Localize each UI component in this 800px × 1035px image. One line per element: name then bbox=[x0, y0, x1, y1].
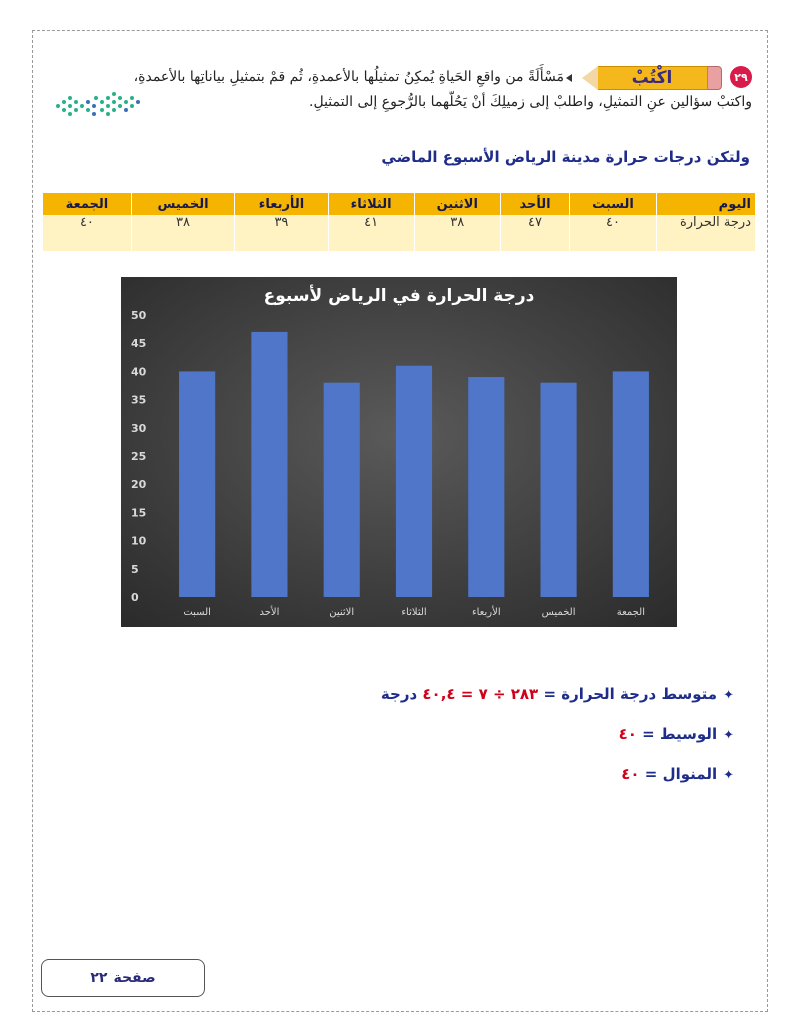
y-tick-label: 0 bbox=[131, 591, 139, 604]
chart-bar bbox=[541, 383, 577, 597]
table-header-day: الجمعة bbox=[43, 193, 132, 215]
table-cell-temp: ٤٠ bbox=[43, 215, 132, 251]
diamond-bullet-icon: ✦ bbox=[723, 768, 734, 783]
table-header-day: الاثنين bbox=[414, 193, 501, 215]
table-header-day: الأربعاء bbox=[235, 193, 329, 215]
mode-value: ٤٠ bbox=[621, 765, 640, 783]
mean-line bbox=[381, 684, 734, 724]
median-value: ٤٠ bbox=[618, 725, 637, 743]
write-pencil-icon bbox=[572, 64, 722, 90]
temperature-bar-chart bbox=[121, 277, 677, 627]
write-tag-label: اكْتُبْ bbox=[596, 66, 708, 90]
y-tick-label: 35 bbox=[131, 393, 147, 407]
data-subtitle: ولتكن درجات حرارة مدينة الرياض الأسبوع الماضي bbox=[381, 148, 750, 166]
table-cell-temp: ٣٩ bbox=[235, 215, 329, 251]
table-header-day-label: اليوم bbox=[657, 193, 756, 215]
question-text-line2: واكتبْ سؤالين عنِ التمثيلِ، واطلبْ إلى زميلِكَ أنْ يَحُلّهما بالرُّجوعِ إلى التمثيلِ. bbox=[309, 94, 752, 110]
y-tick-label: 30 bbox=[131, 421, 147, 435]
question-number-badge: ٢٩ bbox=[730, 66, 752, 88]
question-header bbox=[52, 64, 752, 90]
table-row bbox=[43, 215, 756, 251]
table-header-day: السبت bbox=[569, 193, 656, 215]
y-tick-label: 50 bbox=[131, 309, 147, 322]
x-tick-label: الثلاثاء bbox=[401, 607, 427, 618]
mode-label: المنوال = bbox=[639, 765, 718, 783]
median-line bbox=[381, 724, 734, 764]
chart-bar bbox=[324, 383, 360, 597]
x-tick-label: الخميس bbox=[541, 607, 576, 618]
y-tick-label: 20 bbox=[131, 478, 147, 492]
chart-bar bbox=[613, 371, 649, 597]
y-tick-label: 10 bbox=[131, 534, 147, 548]
y-tick-label: 25 bbox=[131, 450, 147, 463]
mode-line bbox=[381, 764, 734, 804]
mean-unit: درجة bbox=[380, 685, 423, 703]
diamond-bullet-icon: ✦ bbox=[723, 688, 734, 703]
page-number: ٢٢ bbox=[90, 970, 108, 986]
table-header-day: الخميس bbox=[131, 193, 234, 215]
page-number-label bbox=[41, 959, 205, 997]
table-cell-temp: ٤١ bbox=[328, 215, 414, 251]
table-row-label: درجة الحرارة bbox=[657, 215, 756, 251]
y-tick-label: 5 bbox=[131, 562, 139, 576]
chart-bar bbox=[251, 332, 287, 597]
chart-bar bbox=[179, 371, 215, 597]
table-header-row bbox=[43, 193, 756, 215]
y-tick-label: 40 bbox=[131, 365, 147, 379]
chart-bar bbox=[468, 377, 504, 597]
chart-bar bbox=[396, 366, 432, 597]
x-tick-label: الاثنين bbox=[329, 607, 355, 618]
diamond-bullet-icon: ✦ bbox=[723, 728, 734, 743]
table-cell-temp: ٣٨ bbox=[131, 215, 234, 251]
statistics-block bbox=[381, 684, 734, 804]
ministry-logo-icon bbox=[52, 86, 140, 118]
table-cell-temp: ٤٧ bbox=[501, 215, 570, 251]
table-cell-temp: ٤٠ bbox=[569, 215, 656, 251]
mean-label: متوسط درجة الحرارة = bbox=[538, 685, 718, 703]
page-word: صفحة bbox=[113, 970, 156, 986]
pencil-tip bbox=[582, 66, 598, 90]
x-tick-label: الأربعاء bbox=[471, 607, 501, 618]
y-tick-label: 15 bbox=[131, 506, 147, 520]
temperature-table bbox=[42, 193, 755, 251]
mean-value: ٢٨٣ ÷ ٧ = ٤٠,٤ bbox=[422, 685, 539, 703]
question-text-line1: مَسْأَلَةً من واقعِ الحَياةِ يُمكِنُ تمثيلُها بالأعمدةِ، ثُم قمْ بتمثيلِ بياناتِها بالأعمدةِ، bbox=[133, 69, 564, 85]
median-label: الوسيط = bbox=[636, 725, 718, 743]
table-header-day: الأحد bbox=[501, 193, 570, 215]
x-tick-label: السبت bbox=[183, 607, 211, 618]
table-cell-temp: ٣٨ bbox=[414, 215, 501, 251]
x-tick-label: الأحد bbox=[259, 607, 280, 618]
chart-title: درجة الحرارة في الرياض لأسبوع bbox=[263, 286, 535, 306]
y-tick-label: 45 bbox=[131, 337, 147, 351]
x-tick-label: الجمعة bbox=[616, 607, 645, 618]
table-header-day: الثلاثاء bbox=[328, 193, 414, 215]
